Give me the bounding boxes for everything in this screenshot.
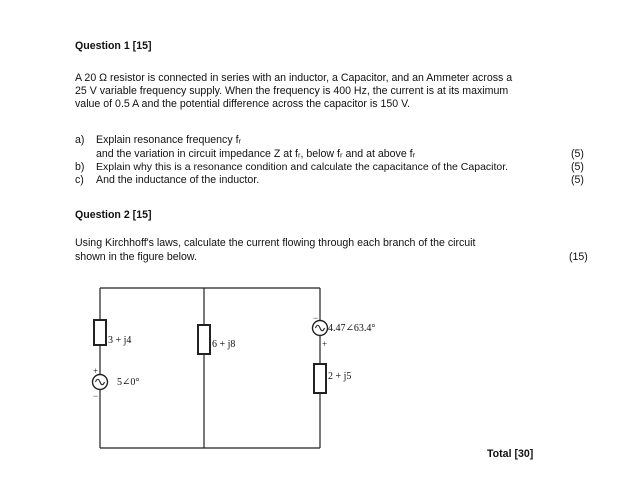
- q1-b-text: Explain why this is a resonance condition and calculate the capacitance of the Capacitor.: [96, 161, 509, 173]
- impedance-z3-box: [314, 364, 326, 393]
- q2-marks: (15): [569, 251, 588, 263]
- impedance-z2-box: [198, 325, 210, 354]
- q1-a-line-2: and the variation in circuit impedance Z at fᵣ, below fᵣ and at above fᵣ: [96, 148, 416, 160]
- source-v2-minus-sign: −: [313, 313, 319, 323]
- source-v1-label: 5∠0°: [117, 377, 140, 388]
- q1-a-letter: a): [75, 134, 85, 146]
- total-marks: Total [30]: [487, 448, 534, 460]
- q1-para-line-3: value of 0.5 A and the potential difference across the capacitor is 150 V.: [75, 98, 411, 110]
- q1-para-line-1: A 20 Ω resistor is connected in series with an inductor, a Capacitor, and an Ammeter across a: [75, 72, 513, 84]
- source-v1-plus-sign: +: [93, 366, 99, 376]
- q1-c-letter: c): [75, 174, 84, 186]
- q1-a-marks: (5): [571, 148, 584, 160]
- q1-title: Question 1 [15]: [75, 40, 152, 52]
- impedance-z2-label: 6 + j8: [212, 339, 236, 350]
- source-v2-plus-sign: +: [322, 339, 328, 349]
- source-v2-label: 4.47∠63.4°: [328, 323, 376, 334]
- q1-b-marks: (5): [571, 161, 584, 173]
- q1-b-letter: b): [75, 161, 85, 173]
- q2-title: Question 2 [15]: [75, 209, 152, 221]
- impedance-z1-box: [94, 320, 106, 345]
- impedance-z3-label: 2 + j5: [328, 371, 352, 382]
- impedance-z1-label: 3 + j4: [108, 335, 132, 346]
- q1-para-line-2: 25 V variable frequency supply. When the frequency is 400 Hz, the current is at its maximum: [75, 85, 509, 97]
- q1-c-marks: (5): [571, 174, 584, 186]
- q1-a-line-1: Explain resonance frequency fᵣ: [96, 134, 242, 146]
- q2-line-1: Using Kirchhoff's laws, calculate the current flowing through each branch of the circuit: [75, 237, 476, 249]
- source-v1-minus-sign: −: [93, 391, 99, 401]
- q2-line-2: shown in the figure below.: [75, 251, 197, 263]
- q1-c-text: And the inductance of the inductor.: [96, 174, 260, 186]
